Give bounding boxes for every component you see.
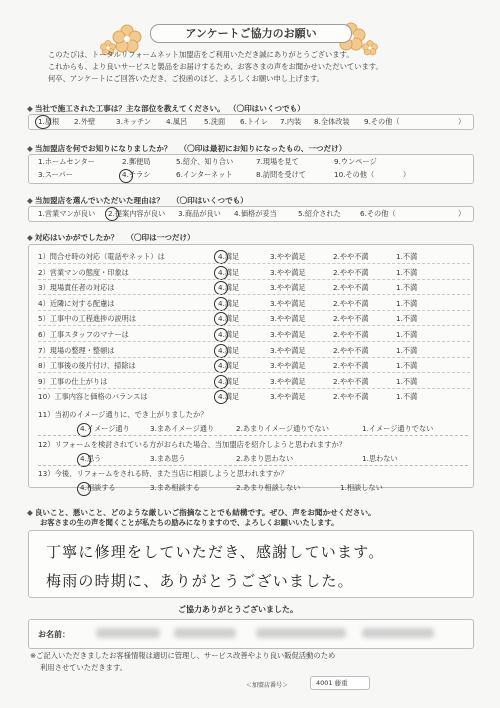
- flower-icon-right-small: [362, 40, 378, 56]
- satisfaction-row: [38, 359, 470, 373]
- satisfaction-option[interactable]: 2.やや不満: [333, 392, 369, 402]
- q12-option-1[interactable]: 1.思わない: [362, 454, 398, 463]
- satisfaction-option[interactable]: 2.やや不満: [333, 298, 369, 308]
- parts-option-2[interactable]: 2.外壁: [74, 117, 96, 126]
- satisfaction-item-label: 3）現場責任者の対応は: [38, 283, 115, 293]
- question-reason-note: （〇印はいくつでも）: [171, 196, 248, 205]
- answer-circle-mark: [214, 375, 228, 389]
- q13-option-4[interactable]: 4.相談する: [80, 483, 116, 492]
- source-option-1[interactable]: 1.ホームセンター: [38, 157, 95, 166]
- question-parts: ◆ 当社で施工された工事は？主な部位を教えてください。 （〇印はいくつでも）: [27, 104, 305, 113]
- satisfaction-option[interactable]: 1.不満: [396, 376, 418, 386]
- answer-circle-mark: [214, 297, 228, 311]
- question-reason: ◆ 当加盟店を選んでいただいた理由は？ （〇印はいくつでも）: [27, 196, 248, 205]
- intro-line-3: 何卒、アンケートにご回答いただき、ご投函のほど、よろしくお願い申し上げます。: [48, 74, 324, 83]
- satisfaction-row: [38, 312, 470, 326]
- question-parts-text: 当社で施工された工事は？主な部位を教えてください。: [34, 104, 225, 113]
- divider: [38, 341, 470, 342]
- source-option-3[interactable]: 3.スーパー: [38, 170, 73, 179]
- parts-option-8[interactable]: 8.全体改装: [314, 117, 350, 126]
- satisfaction-row: [38, 328, 470, 342]
- comment-handwritten-line-1: 丁寧に修理をしていただき、感謝しています。: [46, 543, 385, 561]
- satisfaction-option[interactable]: 1.不満: [396, 267, 418, 277]
- q11-option-2[interactable]: 2.あまりイメージ通りでない: [236, 424, 329, 433]
- divider: [38, 325, 470, 326]
- intro-line-1: このたびは、トータルリフォームネット加盟店をご利用いただき誠にありがとうございます。: [48, 50, 354, 59]
- satisfaction-option[interactable]: 1.不満: [396, 314, 418, 324]
- q11-option-1[interactable]: 1.イメージ通りでない: [362, 424, 434, 433]
- comment-handwritten-line-2: 梅雨の時期に、ありがとうございました。: [46, 572, 354, 590]
- q12-option-4[interactable]: 4.思う: [80, 454, 102, 463]
- satisfaction-option[interactable]: 4.満足: [218, 267, 240, 277]
- divider: [38, 294, 470, 295]
- satisfaction-item-label: 6）工事スタッフのマナーは: [38, 330, 129, 339]
- answer-circle-mark: [77, 482, 91, 496]
- comments-prompt-line-1: 良いこと、悪いこと、どのような厳しいご指摘なことでも結構です。ぜひ、声をお聞かせください。: [34, 508, 376, 517]
- page-title: アンケートご協力のお願い: [150, 24, 352, 43]
- parts-option-4[interactable]: 4.風呂: [166, 117, 188, 126]
- privacy-notice-line-2: 利用させていただきます。: [40, 663, 127, 672]
- satisfaction-option[interactable]: 3.やや満足: [270, 298, 306, 308]
- answer-circle-mark: [214, 328, 228, 342]
- satisfaction-option[interactable]: 2.やや不満: [333, 345, 369, 355]
- satisfaction-row: [38, 390, 470, 404]
- parts-option-9[interactable]: 9.その他（: [364, 117, 400, 126]
- reason-option-4[interactable]: 4.価格が妥当: [234, 209, 277, 218]
- answer-circle-mark: [35, 115, 51, 129]
- q13-option-2[interactable]: 2.あまり相談しない: [236, 483, 301, 492]
- question-source-text: 当加盟店を何でお知りになりましたか？: [34, 144, 172, 153]
- satisfaction-option[interactable]: 4.満足: [218, 298, 240, 308]
- satisfaction-option[interactable]: 2.やや不満: [333, 283, 369, 293]
- parts-option-7[interactable]: 7.内装: [280, 117, 302, 126]
- answer-circle-mark: [214, 266, 228, 280]
- satisfaction-option[interactable]: 1.不満: [396, 252, 418, 261]
- intro-line-2: これからも、より良いサービスと製品をお届けするため、お客さまの声をお聞かせいただいています。: [48, 62, 383, 71]
- question-source: ◆ 当加盟店を何でお知りになりましたか？ （〇印は最初にお知りになったもの、一つだけ）: [27, 144, 347, 153]
- divider: [38, 279, 470, 280]
- satisfaction-row: [38, 250, 470, 264]
- satisfaction-option[interactable]: 3.やや満足: [270, 314, 306, 324]
- answer-circle-mark: [214, 250, 228, 264]
- redacted-name-blur: [174, 628, 236, 638]
- question-satisfaction-text: 対応はいかがでしたか？: [34, 233, 119, 242]
- satisfaction-option[interactable]: 1.不満: [396, 361, 418, 371]
- satisfaction-row: [38, 375, 470, 389]
- question-parts-note: （〇印はいくつでも）: [232, 104, 305, 113]
- satisfaction-option[interactable]: 3.やや満足: [270, 361, 306, 371]
- satisfaction-item-label: 1）問合せ時の対応（電話やネット）は: [38, 252, 165, 261]
- privacy-notice-line-1: ※ご記入いただきましたお客様情報は適切に管理し、サービス改善やより良い販促活動のため: [30, 651, 336, 660]
- satisfaction-option[interactable]: 4.満足: [218, 376, 240, 386]
- thanks-text: ご協力ありがとうございました。: [178, 605, 298, 614]
- question-13-text: 13）今後、リフォームをされる時、また当店に相談しようと思われますか？: [38, 469, 288, 478]
- reason-option-2[interactable]: 2.提案内容が良い: [108, 209, 166, 218]
- source-option-6[interactable]: 6.インターネット: [176, 170, 233, 179]
- satisfaction-option[interactable]: 2.やや不満: [333, 361, 369, 371]
- divider: [38, 310, 470, 311]
- q13-option-1[interactable]: 1.相談しない: [340, 483, 383, 492]
- name-label: お名前：: [38, 630, 70, 639]
- answer-circle-mark: [214, 344, 228, 358]
- divider: [38, 465, 468, 466]
- satisfaction-option[interactable]: 1.不満: [396, 298, 418, 308]
- satisfaction-option[interactable]: 2.やや不満: [333, 330, 369, 339]
- satisfaction-option[interactable]: 4.満足: [218, 252, 240, 261]
- comments-prompt: ◆ 良いこと、悪いこと、どのような厳しいご指摘なことでも結構です。ぜひ、声をお聞かせください。: [27, 508, 376, 517]
- satisfaction-option[interactable]: 2.やや不満: [333, 314, 369, 324]
- satisfaction-item-label: 8）工事後の後片付け、掃除は: [38, 361, 136, 371]
- q13-option-3[interactable]: 3.まあ相談する: [150, 483, 200, 492]
- divider: [38, 263, 470, 264]
- question-source-note: （〇印は最初にお知りになったもの、一つだけ）: [179, 144, 347, 153]
- satisfaction-option[interactable]: 1.不満: [396, 345, 418, 355]
- satisfaction-row: [38, 297, 470, 311]
- q11-option-3[interactable]: 3.まあイメージ通り: [150, 424, 215, 433]
- source-option-2[interactable]: 2.郵便局: [122, 157, 151, 166]
- satisfaction-option[interactable]: 1.不満: [396, 283, 418, 293]
- source-option-9[interactable]: 9.ウンページ: [334, 157, 377, 166]
- parts-option-5[interactable]: 5.洗面: [204, 117, 226, 126]
- store-number-value: 4001 藤重: [316, 679, 348, 687]
- question-satisfaction: ◆ 対応はいかがでしたか？ （〇印は一つだけ）: [27, 233, 195, 242]
- store-number-label: ＜加盟店番号＞: [246, 682, 289, 689]
- satisfaction-item-label: 10）工事内容と価格のバランスは: [38, 392, 148, 402]
- reason-option-5[interactable]: 5.紹介された: [298, 209, 341, 218]
- reason-option-6-close: ）: [458, 209, 466, 218]
- satisfaction-option[interactable]: 3.やや満足: [270, 345, 306, 355]
- q12-option-3[interactable]: 3.まあ思う: [150, 454, 186, 463]
- parts-option-9-close: ）: [458, 117, 466, 126]
- question-satisfaction-note: （〇印は一つだけ）: [126, 233, 195, 242]
- satisfaction-item-label: 9）工事の仕上がりは: [38, 376, 108, 386]
- satisfaction-option[interactable]: 3.やや満足: [270, 283, 306, 293]
- question-11-text: 11）当初のイメージ通りに、でき上がりましたか？: [38, 410, 208, 419]
- answer-circle-mark: [119, 169, 133, 183]
- satisfaction-option[interactable]: 3.やや満足: [270, 392, 306, 402]
- parts-option-3[interactable]: 3.キッチン: [116, 117, 152, 126]
- satisfaction-option[interactable]: 4.満足: [218, 361, 240, 371]
- redacted-name-blur: [96, 628, 160, 638]
- source-option-4[interactable]: 4.チラシ: [122, 170, 151, 179]
- satisfaction-option[interactable]: 3.やや満足: [270, 267, 306, 277]
- q11-option-4[interactable]: 4.イメージ通り: [80, 424, 130, 433]
- divider: [38, 372, 470, 373]
- satisfaction-option[interactable]: 3.やや満足: [270, 376, 306, 386]
- satisfaction-item-label: 2）営業マンの態度・印象は: [38, 267, 129, 277]
- answer-circle-mark: [105, 207, 119, 221]
- source-option-10[interactable]: 10.その他（ ）: [334, 170, 411, 179]
- satisfaction-row: [38, 266, 470, 280]
- question-reason-text: 当加盟店を選んでいただいた理由は？: [34, 196, 164, 205]
- reason-option-3[interactable]: 3.商品が良い: [178, 209, 221, 218]
- source-option-8[interactable]: 8.訪問を受けて: [256, 170, 306, 179]
- q12-option-2[interactable]: 2.あまり思わない: [236, 454, 294, 463]
- satisfaction-option[interactable]: 1.不満: [396, 392, 418, 402]
- satisfaction-option[interactable]: 2.やや不満: [333, 376, 369, 386]
- parts-option-6[interactable]: 6.トイレ: [240, 117, 269, 126]
- satisfaction-option[interactable]: 3.やや満足: [270, 330, 306, 339]
- satisfaction-item-label: 7）現場の整理・整頓は: [38, 345, 115, 355]
- satisfaction-option[interactable]: 2.やや不満: [333, 267, 369, 277]
- satisfaction-option[interactable]: 4.満足: [218, 392, 240, 402]
- parts-option-1[interactable]: 1.屋根: [38, 117, 60, 126]
- source-option-7[interactable]: 7.現場を見て: [256, 157, 299, 166]
- satisfaction-option[interactable]: 4.満足: [218, 345, 240, 355]
- reason-option-6[interactable]: 6.その他（: [360, 209, 396, 218]
- satisfaction-row: [38, 281, 470, 295]
- divider: [38, 435, 468, 436]
- reason-option-1[interactable]: 1.営業マンが良い: [38, 209, 96, 218]
- redacted-name-blur: [256, 628, 346, 638]
- question-12-text: 12）リフォームを検討されている方がおられた場合、当加盟店を紹介しようと思われますか？: [38, 440, 347, 449]
- redacted-name-blur: [362, 628, 434, 638]
- satisfaction-row: [38, 344, 470, 358]
- satisfaction-item-label: 5）工事中の工程進捗の説明は: [38, 314, 137, 324]
- satisfaction-option[interactable]: 3.やや満足: [270, 252, 306, 261]
- divider: [38, 357, 470, 358]
- divider: [38, 388, 470, 389]
- satisfaction-option[interactable]: 1.不満: [396, 330, 418, 339]
- satisfaction-option[interactable]: 4.満足: [218, 330, 240, 339]
- satisfaction-option[interactable]: 2.やや不満: [333, 252, 369, 261]
- comments-prompt-line-2: お客さまの生の声を聞くことが私たちの励みになりますので、よろしくお願いいたします。: [40, 518, 339, 527]
- satisfaction-option[interactable]: 4.満足: [218, 314, 240, 324]
- satisfaction-option[interactable]: 4.満足: [218, 283, 240, 293]
- source-option-5[interactable]: 5.紹介、知り合い: [176, 157, 234, 166]
- satisfaction-item-label: 4）近隣に対する配慮は: [38, 298, 115, 308]
